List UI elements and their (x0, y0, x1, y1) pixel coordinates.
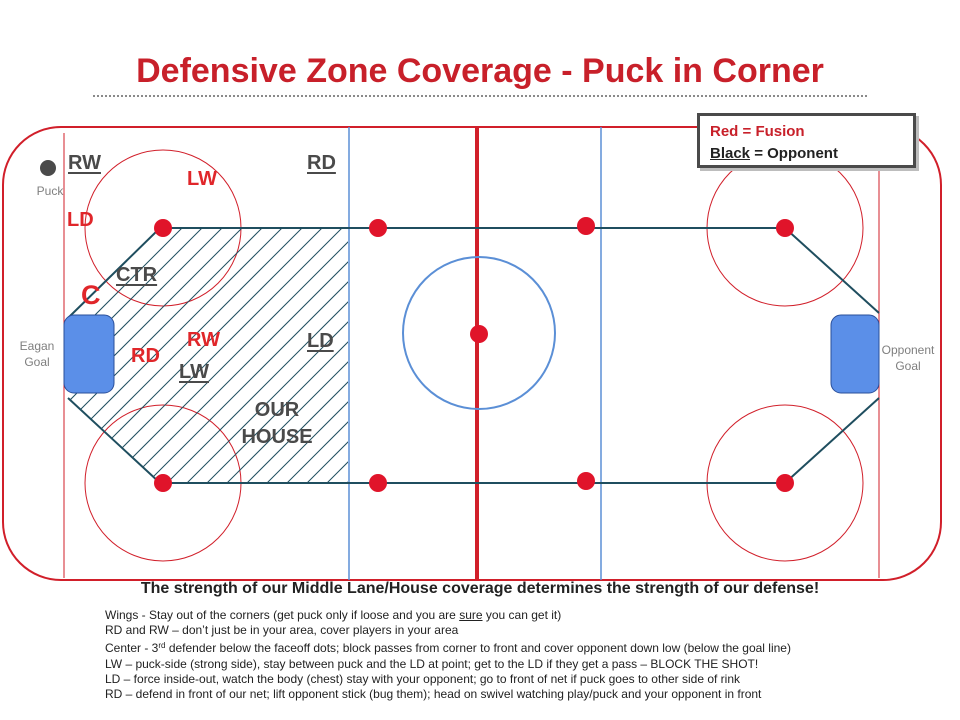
eagan-goal-line1: Eagan (19, 339, 55, 353)
legend-opponent-label: Black (710, 145, 751, 162)
opponent-goal-line1: Opponent (881, 343, 935, 357)
fusion-player-ld: LD (67, 209, 94, 231)
legend-fusion-text: = Fusion (738, 123, 805, 140)
house-line2: HOUSE (241, 426, 313, 448)
faceoff-dot (369, 219, 387, 237)
legend-opponent-text: = Opponent (750, 145, 838, 162)
faceoff-dot (577, 472, 595, 490)
note-center-pre: Center - 3 (105, 641, 159, 656)
opponent-goal-label (876, 342, 940, 374)
faceoff-dot (577, 217, 595, 235)
opponent-goal-net (831, 315, 879, 393)
note-center-sup: rd (158, 641, 166, 651)
strength-statement: The strength of our Middle Lane/House coverage determines the strength of our defense! (140, 580, 820, 597)
fusion-player-lw: LW (187, 168, 217, 190)
opponent-player-rd: RD (307, 152, 336, 174)
faceoff-dot (776, 219, 794, 237)
zone-lanes (68, 228, 879, 483)
fusion-player-c: C (81, 280, 101, 310)
faceoff-dot (369, 474, 387, 492)
faceoff-dot (154, 219, 172, 237)
note-center-post: defender below the faceoff dots; block passes from corner to front and cover opponent down low (below the goal line) (165, 641, 791, 656)
center-faceoff-dot (470, 325, 488, 343)
legend-fusion-label: Red (710, 123, 739, 140)
our-house-label (222, 397, 332, 451)
opponent-player-ctr: CTR (116, 264, 158, 286)
fusion-player-rw: RW (187, 329, 220, 351)
fusion-player-rd: RD (131, 345, 160, 367)
note-wings (105, 608, 955, 623)
opponent-player-ld: LD (307, 330, 334, 352)
note-wings-sure: sure (459, 608, 483, 622)
note-rd: RD – defend in front of our net; lift opponent stick (bug them); head on swivel watching play/puck and your opponent in front (105, 687, 762, 702)
faceoff-dot (776, 474, 794, 492)
faceoff-dot (154, 474, 172, 492)
note-lw: LW – puck-side (strong side), stay between puck and the LD at point; get to the LD if they get a pass – BLOCK THE SHOT! (105, 656, 759, 671)
color-legend (697, 113, 916, 168)
note-rd-rw: RD and RW – don’t just be in your area, cover players in your area (105, 623, 459, 638)
opponent-player-lw: LW (179, 361, 209, 383)
puck-icon (40, 160, 56, 176)
house-line1: OUR (254, 399, 300, 421)
opponent-goal-line2: Goal (895, 359, 921, 373)
page-title: Defensive Zone Coverage - Puck in Corner (136, 52, 824, 90)
puck-label: Puck (36, 184, 64, 198)
note-wings-pre: Wings - Stay out of the corners (get puck only if loose and you are (105, 608, 460, 622)
legend-opponent-row (710, 143, 913, 165)
eagan-goal-net (64, 315, 114, 393)
eagan-goal-label (14, 338, 60, 370)
note-ld: LD – force inside-out, watch the body (chest) stay with your opponent; go to front of net if puck goes to other side of rink (105, 671, 741, 686)
note-center (105, 638, 955, 656)
note-wings-post: you can get it) (482, 608, 562, 622)
eagan-goal-line2: Goal (24, 355, 50, 369)
opponent-player-rw: RW (68, 152, 101, 174)
legend-fusion-row (710, 121, 913, 143)
coaching-notes (105, 608, 955, 702)
